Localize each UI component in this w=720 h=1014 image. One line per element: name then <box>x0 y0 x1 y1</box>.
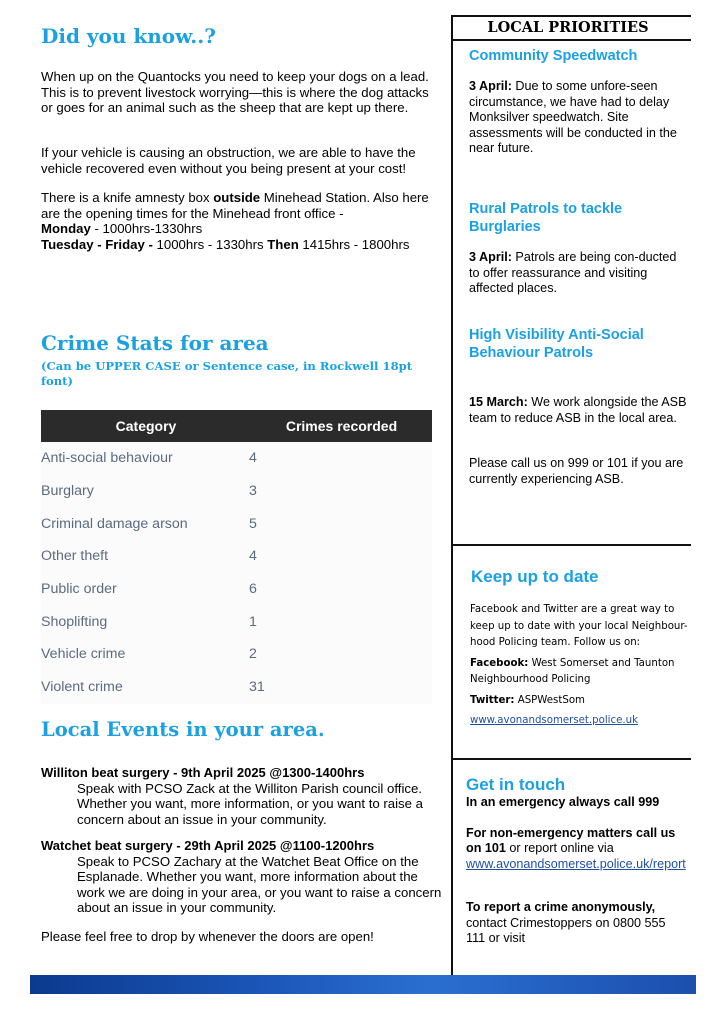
sidebar-section-rule <box>451 758 691 760</box>
did-you-know-paragraph-knife-amnesty: There is a knife amnesty box outside Minehead Station. Also here are the opening times for the Minehead front office - Monday - 1000hrs-1330hrs Tuesday - Friday - 1000hrs - 1330hrs Then 1415hrs - 1800hrs <box>41 190 429 252</box>
anonymous-report-line: To report a crime anonymously, contact Crimestoppers on 0800 555 111 or visit <box>466 900 666 945</box>
priority-body-speedwatch: 3 April: Due to some unfore-seen circumstance, we have had to delay Monksilver speedwatch. Site assessments will be conducted in the near future. <box>469 79 677 155</box>
table-row <box>41 605 432 638</box>
row-category: Shoplifting <box>41 613 108 630</box>
get-in-touch-block <box>466 795 688 947</box>
did-you-know-paragraph-vehicle: If your vehicle is causing an obstruction, we are able to have the vehicle recovered even without you being present at your cost! <box>41 145 416 176</box>
sidebar-section-rule <box>451 544 691 546</box>
keep-up-to-date-title: Keep up to date <box>471 567 599 586</box>
table-row <box>41 442 432 475</box>
header-crimes-recorded: Crimes recorded <box>285 418 398 434</box>
row-category: Criminal damage arson <box>41 515 188 532</box>
website-link[interactable]: www.avonandsomerset.police.uk <box>470 715 638 726</box>
crime-stats-subtitle: (Can be UPPER CASE or Sentence case, in Rockwell 18pt font) <box>41 359 413 388</box>
table-row <box>41 540 432 573</box>
row-crimes-recorded: 6 <box>249 581 257 598</box>
row-crimes-recorded: 1 <box>249 613 257 630</box>
table-row <box>41 475 432 508</box>
local-events-title: Local Events in your area. <box>41 718 325 741</box>
row-crimes-recorded: 31 <box>249 679 265 696</box>
row-crimes-recorded: 5 <box>249 515 257 532</box>
row-crimes-recorded: 4 <box>249 548 257 565</box>
column-divider <box>451 15 453 977</box>
hours-monday-label: Monday <box>41 221 91 236</box>
footer-bar <box>30 975 696 994</box>
get-in-touch-title: Get in touch <box>466 775 566 794</box>
row-category: Public order <box>41 581 117 598</box>
row-category: Vehicle crime <box>41 646 126 663</box>
row-category: Anti-social behaviour <box>41 450 173 467</box>
priority-title-asb-patrols: High Visibility Anti-Social Behaviour Patrols <box>469 327 644 361</box>
did-you-know-paragraph-dogs: When up on the Quantocks you need to keep your dogs on a lead. This is to prevent livestock worrying—this is where the dog attacks or goes for an animal such as the sheep that are kept up there. <box>41 69 429 115</box>
event-description: Speak to PCSO Zachary at the Watchet Beat Office on the Esplanade. Whether you want, more information about the work we are doing in your area, or you want to raise a concern about an issue in your community. <box>77 853 442 915</box>
priority-body-asb-patrols: 15 March: We work alongside the ASB team to reduce ASB in the local area. <box>469 395 687 425</box>
twitter-line: Twitter: ASPWestSom <box>470 694 585 706</box>
table-row <box>41 638 432 671</box>
facebook-line: Facebook: West Somerset and Taunton Neighbourhood Policing <box>470 657 675 685</box>
table-row <box>41 573 432 606</box>
event-heading: Williton beat surgery - 9th April 2025 @1300-1400hrs <box>41 765 365 780</box>
report-link[interactable]: www.avonandsomerset.police.uk/report <box>466 856 686 871</box>
table-row <box>41 671 432 704</box>
priority-body-rural-patrols: 3 April: Patrols are being con-ducted to offer reassurance and visiting affected places. <box>469 250 677 295</box>
hours-tuesday-friday-label: Tuesday - Friday - <box>41 236 153 252</box>
hours-monday-value: - 1000hrs-1330hrs <box>90 221 203 236</box>
header-category: Category <box>115 418 177 434</box>
row-category: Violent crime <box>41 679 123 696</box>
priority-title-speedwatch: Community Speedwatch <box>469 48 638 64</box>
did-you-know-title: Did you know..? <box>41 24 216 48</box>
event-heading: Watchet beat surgery - 29th April 2025 @1100-1200hrs <box>41 838 375 853</box>
table-body <box>41 442 432 704</box>
priority-title-rural-patrols: Rural Patrols to tackle Burglaries <box>469 201 623 235</box>
table-row <box>41 507 432 540</box>
events-closing-note: Please feel free to drop by whenever the doors are open! <box>41 929 374 944</box>
crime-stats-table <box>41 410 432 704</box>
emergency-line: In an emergency always call 999 <box>466 795 660 809</box>
non-emergency-line: For non-emergency matters call us on 101 or report online via www.avonandsomerset.police.uk/report <box>466 825 686 871</box>
row-crimes-recorded: 2 <box>249 646 257 663</box>
sidebar-top-rule <box>451 15 691 17</box>
event-watchet <box>41 838 443 916</box>
row-crimes-recorded: 3 <box>249 483 257 500</box>
event-description: Speak with PCSO Zack at the Williton Parish council office. Whether you want, more information, or you want to raise a concern about an issue in your community. <box>77 780 423 827</box>
row-category: Other theft <box>41 548 109 565</box>
row-crimes-recorded: 4 <box>249 450 257 467</box>
table-header <box>41 410 432 442</box>
social-intro: Facebook and Twitter are a great way to keep up to date with your local Neighbour-hood Policing team. Follow us on: <box>470 604 688 648</box>
sidebar-title-rule <box>451 39 691 41</box>
keep-up-to-date-block <box>470 602 694 730</box>
row-category: Burglary <box>41 483 94 500</box>
crime-stats-title: Crime Stats for area <box>41 331 269 355</box>
local-priorities-title: LOCAL PRIORITIES <box>487 19 649 36</box>
priority-asb-call-note: Please call us on 999 or 101 if you are currently experiencing ASB. <box>469 456 684 486</box>
event-williton <box>41 765 443 827</box>
